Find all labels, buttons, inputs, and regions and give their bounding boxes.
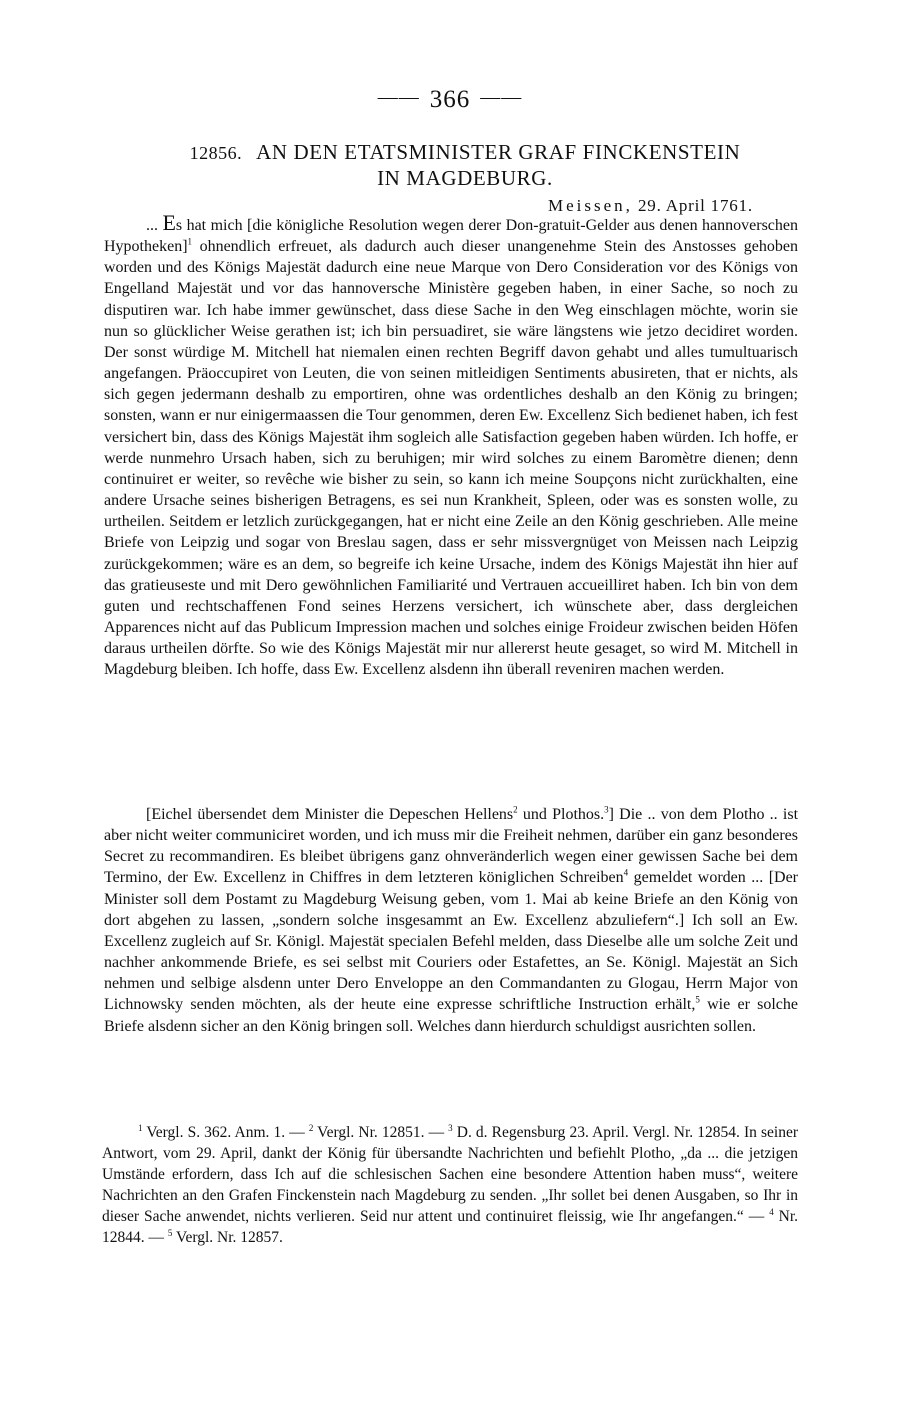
footnote-ref-5: 5 (695, 995, 700, 1006)
footnote-ref-2: 2 (513, 804, 518, 815)
paragraph-1-text-a: s hat mich [die königliche Resolution wegen derer Don-gratuit-Gelder aus denen hannoverschen Hypotheken] (104, 217, 798, 256)
page-number-line (0, 86, 900, 114)
footnote-block (102, 1122, 798, 1248)
paragraph-2-text-c: ] Die .. von dem Plotho .. ist aber nicht weiter communiciret worden, und ich muss mir die Freiheit nehmen, darüber ein ganz besonderes Secret zu recommandiren. Es bleibet übrigens ganz ohnveränderlich wegen einer gewissen Sache bei dem Termino, der Ew. Excellenz in Chiffres in dem letzteren königlichen Schreiben (104, 806, 799, 887)
footnote-ref-3: 3 (604, 804, 609, 815)
footnote-marker-5: 5 (167, 1227, 173, 1238)
paragraph-1-lead: ... (146, 217, 163, 234)
letter-heading (135, 140, 795, 191)
footnote-5-text: Vergl. Nr. 12857. (172, 1229, 283, 1246)
dateline-place: Meissen, (548, 196, 633, 215)
letter-number: 12856. (189, 143, 243, 163)
page-number-dash-right: —— (480, 86, 523, 108)
paragraph-2-text-e: wie er solche Briefe alsdenn sicher an den König bringen soll. Welches dann hierdurch schuldigst ausrichten sollen. (104, 996, 799, 1035)
paragraph-2-text-a: [Eichel übersendet dem Minister die Depeschen Hellens (146, 806, 514, 823)
paragraph-1-text-b: ohnendlich erfreuet, als dadurch auch dieser unangenehme Stein des Anstosses gehoben worden und des Königs Majestät dadurch eine neue Marque von Dero Consideration vor des Königs von Engelland Majestät und vor das hannoversche Ministère gegeben haben, in einer Sache, so noch zu disputiren war. Ich habe immer gewünschet, dass diese Sache in den Weg einschlagen möchte, worin sie nun so glücklicher Weise gerathen ist; ich bin persuadiret, sie wäre längstens wie jetzo decidiret worden. Der sonst würdige M. Mitchell hat niemalen einen rechten Begriff davon gehabt und alles tumultuarisch angefangen. Präoccupiret von Leuten, die von seinen mitleidigen Sentiments abusireten, that er nichts, als sich gegen jedermann deshalb zu emportiren, ohne was ordentliches deshalb an den König zu bringen; sonsten, wann er nur einigermaassen die Tour genommen, deren Ew. Excellenz Sich bedienet haben, ich fest versichert bin, dass des Königs Majestät ihm sogleich alle Satisfaction gegeben haben würden. Ich hoffe, er werde nunmehro Ursach haben, sich zu beruhigen; mir wird solches zu einem Baromètre dienen; denn continuiret er weiter, so revêche wie bisher zu sein, so kann ich meine Soupçons nicht zurückhalten, eine andere Ursache seines bisherigen Betragens, es sei nun Krankheit, Spleen, oder was es sonsten wolle, zu urtheilen. Seitdem er letzlich zurückgegangen, hat er nicht eine Zeile an den König geschrieben. Alle meine Briefe von Leipzig und sogar von Breslau sagen, dass er sehr missvergnüget von Meissen nach Leipzig zurückgekommen; wäre es an dem, so begreife ich keine Ursache, indem des Königs Majestät ihn hier auf das gratieuseste und mit Dero gewöhnlichen Familiarité und Vertrauen accueilliret haben. Ich bin von dem guten und rechtschaffenen Fond seines Herzens versichert, ich wünschete aber, dass dergleichen Apparences nicht auf das Publicum Impression machen und solches einige Froideur zwischen beiden Höfen daraus urtheilen dörfte. So wie des Königs Majestät mir nur allererst heute gesaget, so wird M. Mitchell in Magdeburg bleiben. Ich hoffe, dass Ew. Excellenz alsdenn ihn überall reveniren machen werden. (104, 238, 798, 679)
heading-line-1 (135, 140, 795, 166)
heading-title-line-2: IN MAGDEBURG. (377, 166, 553, 190)
paragraph-2 (104, 804, 798, 1037)
footnote-marker-3: 3 (448, 1122, 453, 1133)
footnote-ref-4: 4 (623, 868, 629, 879)
paragraph-1 (104, 212, 798, 680)
footnote-ref-1: 1 (187, 236, 193, 247)
dateline-date: 29. April 1761. (637, 196, 753, 215)
footnotes (102, 1122, 798, 1248)
paragraph-2-text-d: gemeldet worden ... [Der Minister soll dem Postamt zu Magdeburg Weisung geben, vom 1. Mai ab keine Briefe an den König von dort abgehen zu lassen, „sondern solche insgesammt an Ew. Excellenz abzuliefern“.] Ich soll an Ew. Excellenz zugleich auf Sr. Königl. Majestät specialen Befehl melden, dass Dieselbe alle um solche Zeit und nachher ankommende Briefe, es sei selbst mit Couriers oder Estafettes, an Se. Königl. Majestät an Sich nehmen und selbige alsdenn unter Dero Enveloppe an den Commandanten zu Glogau, Herrn Major von Lichnowsky senden möchten, als der heute eine expresse schriftliche Instruction erhält, (104, 869, 799, 1014)
footnote-4-text: Nr. 12844. — (102, 1208, 799, 1246)
footnote-3-text: D. d. Regensburg 23. April. Vergl. Nr. 12854. In seiner Antwort, vom 29. April, dankt der König für übersandte Nachrichten und befiehlt Plotho, „da ... die jetzigen Umstände erfordern, dass Ich auf die schlesischen Sachen eine besondere Attention haben muss“, weitere Nachrichten an den Grafen Finckenstein nach Magdeburg zu senden. „Ihr sollet bei denen Ausgaben, so Ihr in dieser Sache anwendet, nichts verlieren. Seid nur attent und continuiret fleissig, wie Ihr angefangen.“ — (102, 1124, 798, 1225)
page-number-dash-left: —— (377, 86, 420, 108)
paragraph-2-text-b: und Plothos. (517, 806, 605, 823)
letter-body-continued (104, 804, 798, 1037)
footnote-marker-2: 2 (308, 1122, 314, 1133)
heading-title-line-1: AN DEN ETATSMINISTER GRAF FINCKENSTEIN (256, 140, 741, 164)
footnote-1-text: Vergl. S. 362. Anm. 1. — (142, 1124, 309, 1141)
page-number: 366 (429, 86, 471, 113)
footnote-marker-4: 4 (769, 1206, 774, 1217)
footnote-marker-1: 1 (138, 1122, 143, 1133)
letter-body (104, 212, 798, 680)
footnote-2-text: Vergl. Nr. 12851. — (313, 1124, 449, 1141)
paragraph-1-initial: E (162, 210, 176, 235)
